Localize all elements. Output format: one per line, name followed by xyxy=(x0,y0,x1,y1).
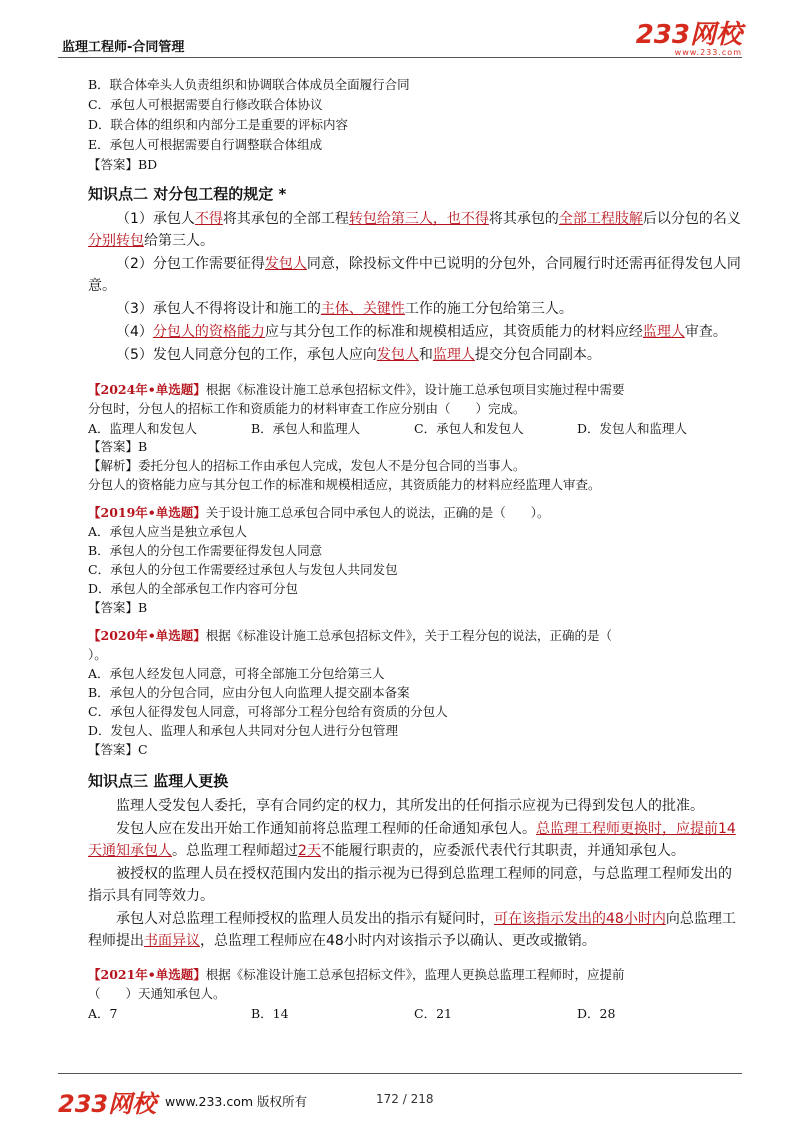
section-title: 知识点三 监理人更换 xyxy=(88,772,229,790)
footer-copyright: www.233.com 版权所有 xyxy=(165,1094,307,1109)
option-d: D．发包人、监理人和承包人共同对分包人进行分包管理 xyxy=(88,723,399,738)
option-b: B．联合体牵头人负责组织和协调联合体成员全面履行合同 xyxy=(88,77,410,92)
option-c: C．承包人可根据需要自行修改联合体协议 xyxy=(88,97,323,112)
option-c: C．21 xyxy=(414,1006,452,1021)
question-stem: 【2021年•单选题】根据《标准设计施工总承包招标文件》，监理人更换总监理工程师时，应提前 xyxy=(88,967,625,982)
rule-paragraph-2: 发包人应在发出开始工作通知前将总监理工程师的任命通知承包人。总监理工程师更换时，应提前14天通知承包人。总监理工程师超过2天不能履行职责的，应委派代表代行其职责，并通知承包人。 xyxy=(88,821,736,859)
answer: 【答案】BD xyxy=(88,157,158,172)
option-b: B．承包人和监理人 xyxy=(251,421,361,436)
rule-paragraph-1: 监理人受发包人委托，享有合同约定的权力，其所发出的任何指示应视为已得到发包人的批准。 xyxy=(116,798,704,814)
rule-paragraph-2: （2）分包工作需要征得发包人同意，除投标文件中已说明的分包外，合同履行时还需再征得发包人同意。 xyxy=(88,256,741,294)
question-stem-cont: ）。 xyxy=(88,647,107,662)
analysis: 【解析】委托分包人的招标工作由承包人完成，发包人不是分包合同的当事人。 xyxy=(88,458,526,473)
analysis-cont: 分包人的资格能力应与其分包工作的标准和规模相适应，其资质能力的材料应经监理人审查。 xyxy=(88,477,601,492)
option-c: C．承包人征得发包人同意，可将部分工程分包给有资质的分包人 xyxy=(88,704,448,719)
footer-divider xyxy=(58,1073,742,1074)
rule-paragraph-3: 被授权的监理人员在授权范围内发出的指示视为已得到总监理工程师的同意，与总监理工程师发出的指示具有同等效力。 xyxy=(88,866,732,904)
question-stem-cont: 分包时，分包人的招标工作和资质能力的材料审查工作应分别由（ ）完成。 xyxy=(88,401,526,416)
option-e: E．承包人可根据需要自行调整联合体组成 xyxy=(88,137,323,152)
question-stem-cont: （ ）天通知承包人。 xyxy=(88,986,226,1001)
answer: 【答案】B xyxy=(88,439,148,454)
brand-logo: 233网校 www.233.com xyxy=(635,20,742,57)
footer-logo: 233网校 xyxy=(58,1090,157,1118)
rule-paragraph-3: （3）承包人不得将设计和施工的主体、关键性工作的施工分包给第三人。 xyxy=(116,301,573,317)
option-b: B．承包人的分包工作需要征得发包人同意 xyxy=(88,543,323,558)
option-d: D．承包人的全部承包工作内容可分包 xyxy=(88,581,299,596)
question-stem: 【2024年•单选题】根据《标准设计施工总承包招标文件》，设计施工总承包项目实施过程中需要 xyxy=(88,382,625,397)
option-c: C．承包人和发包人 xyxy=(414,421,524,436)
option-b: B．承包人的分包合同，应由分包人向监理人提交副本备案 xyxy=(88,685,410,700)
answer: 【答案】B xyxy=(88,600,148,615)
option-b: B．14 xyxy=(251,1006,289,1021)
rule-paragraph-1: （1）承包人不得将其承包的全部工程转包给第三人，也不得将其承包的全部工程肢解后以分包的名义分别转包给第三人。 xyxy=(88,211,741,249)
rule-paragraph-4: 承包人对总监理工程师授权的监理人员发出的指示有疑问时，可在该指示发出的48小时内向总监理工程师提出书面异议，总监理工程师应在48小时内对该指示予以确认、更改或撤销。 xyxy=(88,911,736,949)
header-divider xyxy=(58,57,742,58)
option-c: C．承包人的分包工作需要经过承包人与发包人共同发包 xyxy=(88,562,398,577)
question-stem: 【2019年•单选题】关于设计施工总承包合同中承包人的说法，正确的是（ ）。 xyxy=(88,505,550,520)
option-a: A．7 xyxy=(88,1006,118,1021)
page-header-title: 监理工程师-合同管理 xyxy=(62,40,185,55)
question-stem: 【2020年•单选题】根据《标准设计施工总承包招标文件》，关于工程分包的说法，正确的是（ xyxy=(88,628,613,643)
option-a: A．承包人应当是独立承包人 xyxy=(88,524,248,539)
answer: 【答案】C xyxy=(88,742,148,757)
section-title: 知识点二 对分包工程的规定 * xyxy=(88,185,287,203)
option-d: D．28 xyxy=(577,1006,616,1021)
rule-paragraph-5: （5）发包人同意分包的工作，承包人应向发包人和监理人提交分包合同副本。 xyxy=(116,347,601,363)
option-a: A．监理人和发包人 xyxy=(88,421,198,436)
option-a: A．承包人经发包人同意，可将全部施工分包给第三人 xyxy=(88,666,385,681)
rule-paragraph-4: （4）分包人的资格能力应与其分包工作的标准和规模相适应，其资质能力的材料应经监理人审查。 xyxy=(116,324,727,340)
option-d: D．发包人和监理人 xyxy=(577,421,688,436)
option-d: D．联合体的组织和内部分工是重要的评标内容 xyxy=(88,117,349,132)
page-number: 172 / 218 xyxy=(376,1092,434,1106)
